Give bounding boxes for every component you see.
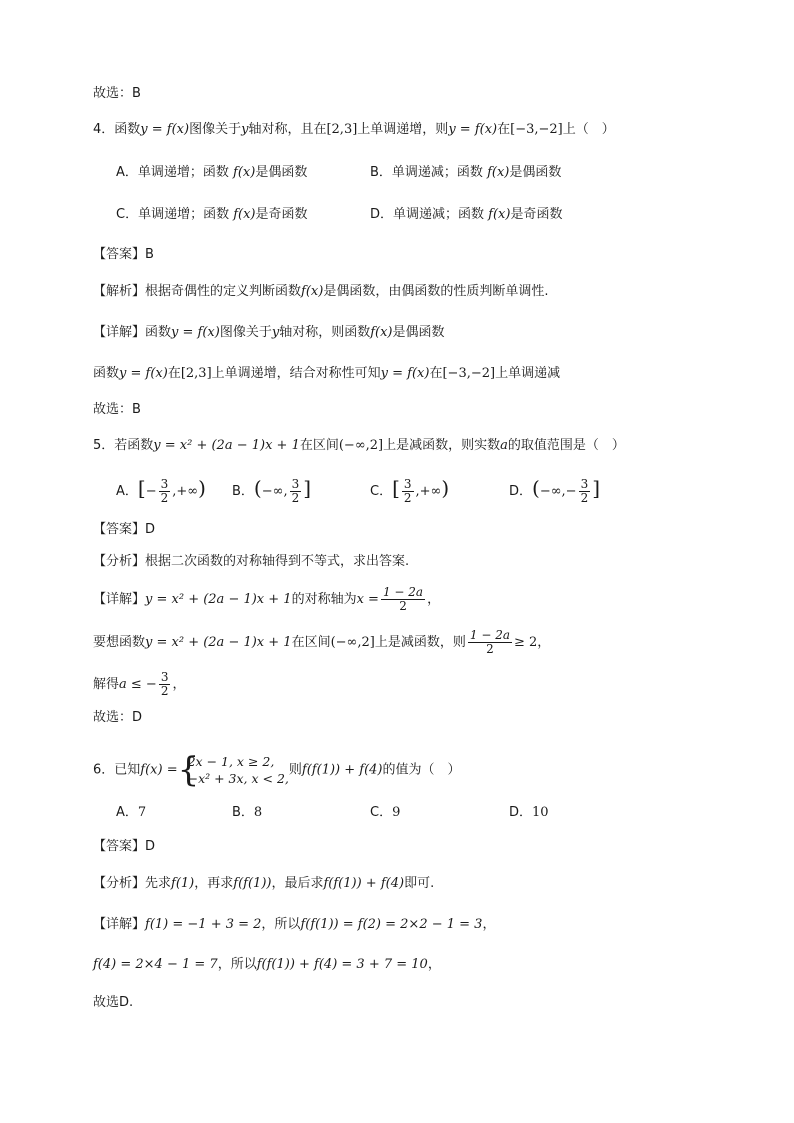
- stem-math: y = x² + (2a − 1)x + 1: [153, 438, 300, 453]
- option-math: f(x): [487, 165, 510, 180]
- q5-analysis: [93, 552, 409, 572]
- q4-stem-mid2: 轴对称，且在: [248, 122, 327, 137]
- q5-option-d: [509, 478, 600, 505]
- analysis-tag: 【分析】: [93, 554, 146, 569]
- option-math: −: [145, 484, 157, 499]
- q6-answer: [93, 837, 155, 857]
- stem-math: (−∞,2]: [338, 438, 384, 453]
- detail-text: ，: [482, 917, 496, 932]
- fraction-denominator: 2: [291, 491, 300, 505]
- q5-detail-2: [93, 629, 550, 656]
- fraction-denominator: 2: [160, 684, 169, 698]
- q5-option-b: [232, 478, 311, 505]
- fraction-numerator: 1 − 2a: [382, 585, 424, 599]
- option-letter: C．: [370, 484, 393, 499]
- detail-text: ，所以: [261, 917, 301, 932]
- q5-detail-1: [93, 586, 440, 613]
- option-value: 8: [253, 805, 263, 820]
- q6-detail-1: [93, 915, 495, 935]
- option-math: ,+∞: [415, 484, 442, 499]
- option-letter: D．: [509, 805, 533, 820]
- analysis-math: f(f(1)) + f(4): [323, 876, 405, 891]
- q4-conclusion: 故选：B: [93, 402, 141, 417]
- fraction-denominator: 2: [580, 491, 589, 505]
- q4-stem-prefix: 4．函数: [93, 122, 141, 137]
- q4-option-d: [370, 205, 562, 225]
- analysis-text: 是偶函数，由偶函数的性质判断单调性.: [323, 284, 549, 299]
- brace-glyph: {: [177, 750, 200, 790]
- q4-analysis: [93, 282, 548, 302]
- stem-text: 上是减函数，则实数: [383, 438, 501, 453]
- q6-analysis: [93, 874, 434, 894]
- analysis-text: ，最后求: [271, 876, 324, 891]
- detail-math: y: [271, 325, 280, 340]
- detail-math: f(1) = −1 + 3 = 2: [145, 917, 262, 932]
- q6-conclusion: 故选D.: [93, 995, 134, 1010]
- q4-stem-interval2: [−3,−2]: [510, 122, 563, 137]
- fraction-denominator: 2: [399, 599, 407, 613]
- fraction-denominator: 2: [486, 642, 494, 656]
- detail-text: 在区间: [291, 635, 331, 650]
- detail-text: 图像关于: [219, 325, 272, 340]
- analysis-text: 根据二次函数的对称轴得到不等式，求出答案.: [145, 554, 410, 569]
- option-letter: D．: [370, 207, 394, 222]
- q4-stem-suffix: 上（ ）: [562, 122, 615, 137]
- fraction-numerator: 3: [291, 477, 300, 491]
- detail-math: f(f(1)) = f(2) = 2×2 − 1 = 3: [300, 917, 483, 932]
- detail-text: ，: [427, 957, 441, 972]
- option-value: 9: [392, 805, 401, 820]
- detail-math: y = f(x): [380, 366, 430, 381]
- detail-fraction: [159, 671, 171, 698]
- option-letter: B．: [232, 484, 254, 499]
- detail-math: (−∞,2]: [330, 635, 375, 650]
- q6-option-b: [232, 803, 262, 823]
- q5-answer: [93, 520, 155, 540]
- detail-text: 的对称轴为: [291, 592, 357, 607]
- fraction-numerator: 3: [580, 477, 589, 491]
- detail-tag: 【详解】: [93, 592, 146, 607]
- detail-math: ≥ 2，: [514, 635, 551, 650]
- analysis-tag: 【解析】: [93, 284, 146, 299]
- q4-stem-mid3: 上单调递增，则: [357, 122, 449, 137]
- q6-detail-2: [93, 955, 441, 975]
- fraction-numerator: 3: [160, 477, 169, 491]
- stem-text: 的值为（ ）: [382, 762, 461, 778]
- q4-detail-1: [93, 323, 445, 343]
- answer-value: D: [145, 839, 156, 854]
- detail-text: 轴对称，则函数: [279, 325, 371, 340]
- option-text: 是偶函数: [509, 165, 562, 180]
- option-math: f(x): [233, 165, 256, 180]
- option-text: 单调递增；函数: [138, 207, 234, 222]
- option-letter: B．: [370, 165, 392, 180]
- option-text: 是偶函数: [255, 165, 308, 180]
- analysis-tag: 【分析】: [93, 876, 146, 891]
- detail-tag: 【详解】: [93, 917, 146, 932]
- option-fraction: [290, 478, 302, 505]
- detail-text: ，: [427, 592, 441, 607]
- piecewise-cases: [177, 750, 289, 790]
- analysis-text: ，再求: [194, 876, 234, 891]
- detail-text: 函数: [93, 366, 120, 381]
- q5-detail-3: [93, 671, 185, 698]
- detail-text: 是偶函数: [392, 325, 445, 340]
- detail-text: ，所以: [217, 957, 257, 972]
- answer-value: B: [145, 247, 154, 262]
- option-bracket: ): [198, 476, 206, 500]
- option-text: 单调递减；函数: [393, 207, 489, 222]
- q4-option-c: [116, 205, 308, 225]
- stem-text: 在区间: [299, 438, 339, 453]
- q3-conclusion: 故选：B: [93, 86, 141, 101]
- q4-option-b: [370, 163, 561, 183]
- detail-text: 上单调递增，结合对称性可知: [211, 366, 381, 381]
- detail-text: 解得: [93, 677, 120, 692]
- q4-stem-mid1: 图像关于: [189, 122, 242, 137]
- analysis-text: 根据奇偶性的定义判断函数: [145, 284, 302, 299]
- detail-tag: 【详解】: [93, 325, 146, 340]
- analysis-math: f(1): [171, 876, 195, 891]
- stem-text: 6．已知: [93, 762, 141, 778]
- fraction-numerator: 1 − 2a: [469, 628, 510, 642]
- stem-math: a: [500, 438, 508, 453]
- option-bracket: ]: [592, 476, 601, 500]
- detail-math: a ≤ −: [119, 677, 157, 692]
- q5-option-a: [116, 478, 206, 505]
- option-value: 10: [532, 805, 549, 820]
- q6-option-c: [370, 803, 400, 823]
- option-math: ,+∞: [172, 484, 199, 499]
- stem-text: 的取值范围是（ ）: [507, 438, 625, 453]
- option-fraction: [159, 478, 171, 505]
- detail-math: [−3,−2]: [442, 366, 496, 381]
- detail-math: y = f(x): [119, 366, 168, 381]
- q5-conclusion: 故选：D: [93, 710, 143, 725]
- case-2: −x² + 3x, x < 2,: [187, 771, 289, 786]
- q4-detail-2: [93, 364, 560, 384]
- option-bracket: ): [441, 476, 450, 500]
- detail-math: y = x² + (2a − 1)x + 1: [145, 635, 292, 650]
- detail-math: x =: [356, 592, 379, 607]
- fraction-denominator: 2: [403, 491, 412, 505]
- answer-value: D: [145, 522, 156, 537]
- option-letter: C．: [370, 805, 393, 820]
- q5-option-c: [370, 478, 449, 505]
- stem-math: f(f(1)) + f(4): [301, 762, 383, 778]
- q4-stem-axis: y: [241, 122, 249, 137]
- option-bracket: [: [137, 476, 146, 500]
- option-math: f(x): [233, 207, 256, 222]
- fraction-numerator: 3: [160, 670, 169, 684]
- answer-tag: 【答案】: [93, 247, 146, 262]
- stem-text: 则: [288, 762, 302, 778]
- q5-stem: [93, 436, 625, 456]
- option-letter: A．: [116, 805, 138, 820]
- detail-text: 函数: [145, 325, 172, 340]
- option-bracket: (: [253, 476, 262, 500]
- stem-text: 5．若函数: [93, 438, 154, 453]
- q4-answer: [93, 245, 154, 265]
- q4-option-a: [116, 163, 307, 183]
- detail-text: 要想函数: [93, 635, 146, 650]
- q4-stem-mid4: 在: [497, 122, 511, 137]
- option-letter: B．: [232, 805, 254, 820]
- option-bracket: [: [392, 476, 400, 500]
- option-math: f(x): [488, 207, 511, 222]
- analysis-math: f(f(1)): [233, 876, 272, 891]
- detail-math: y = x² + (2a − 1)x + 1: [145, 592, 292, 607]
- option-letter: D．: [509, 484, 533, 499]
- answer-tag: 【答案】: [93, 839, 146, 854]
- detail-fraction: [468, 629, 512, 656]
- answer-tag: 【答案】: [93, 522, 146, 537]
- q6-option-d: [509, 803, 549, 823]
- q4-stem-interval1: [2,3]: [326, 122, 358, 137]
- detail-text: ，: [172, 677, 186, 692]
- detail-math: f(4) = 2×4 − 1 = 7: [93, 957, 218, 972]
- detail-math: [2,3]: [180, 366, 212, 381]
- detail-text: 上单调递减: [495, 366, 561, 381]
- detail-fraction: [381, 586, 425, 613]
- option-letter: A．: [116, 165, 138, 180]
- option-bracket: (: [532, 476, 540, 500]
- option-math: −∞,: [261, 484, 288, 499]
- fraction-denominator: 2: [160, 491, 169, 505]
- option-bracket: ]: [303, 476, 312, 500]
- q4-stem-func: y = f(x): [140, 122, 190, 137]
- option-fraction: [579, 478, 591, 505]
- fraction-numerator: 3: [403, 477, 412, 491]
- q4-stem-func2: y = f(x): [448, 122, 498, 137]
- q4-stem: [93, 120, 615, 140]
- option-fraction: [402, 478, 414, 505]
- detail-math: f(f(1)) + f(4) = 3 + 7 = 10: [256, 957, 428, 972]
- detail-text: 在: [167, 366, 181, 381]
- option-value: 7: [137, 805, 147, 820]
- q6-stem: [93, 750, 461, 790]
- detail-text: 在: [429, 366, 443, 381]
- option-text: 是奇函数: [510, 207, 563, 222]
- option-letter: A．: [116, 484, 138, 499]
- analysis-text: 先求: [145, 876, 172, 891]
- analysis-text: 即可.: [404, 876, 435, 891]
- q6-option-a: [116, 803, 146, 823]
- stem-math: f(x) =: [140, 762, 178, 778]
- detail-math: f(x): [370, 325, 393, 340]
- detail-math: y = f(x): [171, 325, 220, 340]
- option-letter: C．: [116, 207, 139, 222]
- option-text: 单调递减；函数: [391, 165, 488, 180]
- analysis-math: f(x): [301, 284, 324, 299]
- option-text: 是奇函数: [255, 207, 308, 222]
- detail-text: 上是减函数，则: [374, 635, 466, 650]
- option-text: 单调递增；函数: [137, 165, 234, 180]
- option-math: −∞,−: [539, 484, 577, 499]
- case-1: 2x − 1, x ≥ 2,: [187, 754, 275, 769]
